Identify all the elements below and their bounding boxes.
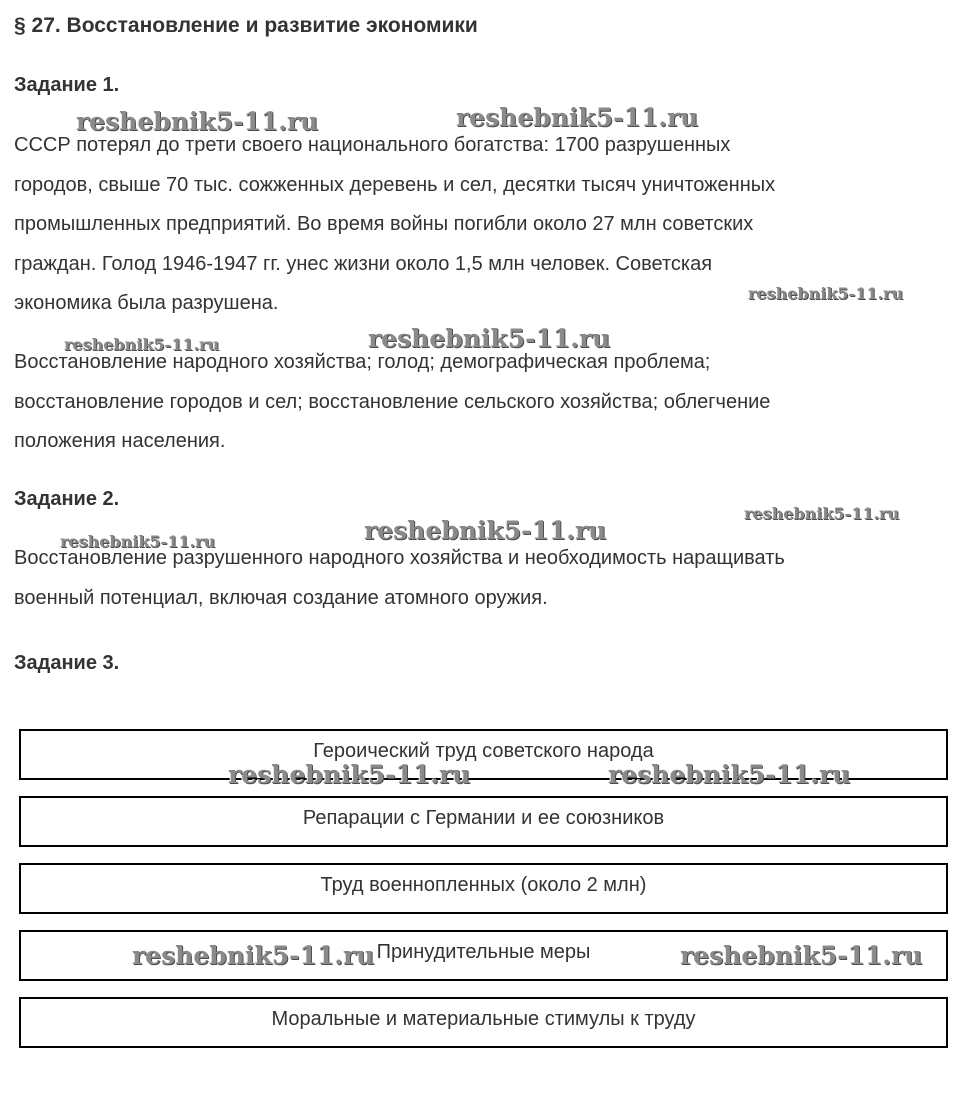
factor-box: Принудительные меры — [19, 930, 948, 981]
factor-box: Труд военнопленных (около 2 млн) — [19, 863, 948, 914]
factor-box: Репарации с Германии и ее союзников — [19, 796, 948, 847]
text-line: городов, свыше 70 тыс. сожженных деревень и сел, десятки тысяч уничтоженных — [14, 173, 776, 196]
text-line: положения населения. — [14, 430, 226, 452]
task-1-heading: Задание 1. — [14, 74, 120, 96]
task-3-heading: Задание 3. — [14, 652, 120, 674]
task-2-heading: Задание 2. — [14, 488, 120, 510]
text-line: граждан. Голод 1946-1947 гг. унес жизни около 1,5 млн человек. Советская — [14, 252, 713, 275]
page-title: § 27. Восстановление и развитие экономики — [14, 14, 478, 37]
text-line: Восстановление народного хозяйства; голод; демографическая проблема; — [14, 351, 711, 373]
watermark: reshebnik5-11.ru — [680, 941, 923, 970]
watermark: reshebnik5-11.ru — [60, 532, 216, 551]
watermark: reshebnik5-11.ru — [76, 107, 319, 136]
text-line: СССР потерял до трети своего национального богатства: 1700 разрушенных — [14, 134, 731, 156]
task-1-paragraph-2 — [14, 343, 934, 462]
text-line: промышленных предприятий. Во время войны погибли около 27 млн советских — [14, 213, 754, 235]
watermark: reshebnik5-11.ru — [64, 335, 220, 354]
watermark: reshebnik5-11.ru — [456, 103, 699, 132]
watermark: reshebnik5-11.ru — [608, 760, 851, 789]
watermark: reshebnik5-11.ru — [748, 284, 904, 303]
watermark: reshebnik5-11.ru — [368, 324, 611, 353]
task-1-paragraph-1 — [14, 126, 934, 324]
text-line: Восстановление разрушенного народного хозяйства и необходимость наращивать — [14, 547, 785, 569]
watermark: reshebnik5-11.ru — [228, 760, 471, 789]
task-2-paragraph — [14, 539, 934, 618]
factor-box: Героический труд советского народа — [19, 729, 948, 780]
factor-box: Моральные и материальные стимулы к труду — [19, 997, 948, 1048]
text-line: военный потенциал, включая создание атомного оружия. — [14, 586, 548, 609]
watermark: reshebnik5-11.ru — [364, 516, 607, 545]
text-line: экономика была разрушена. — [14, 292, 279, 314]
watermark: reshebnik5-11.ru — [132, 941, 375, 970]
text-line: восстановление городов и сел; восстановление сельского хозяйства; облегчение — [14, 390, 771, 413]
watermark: reshebnik5-11.ru — [744, 504, 900, 523]
